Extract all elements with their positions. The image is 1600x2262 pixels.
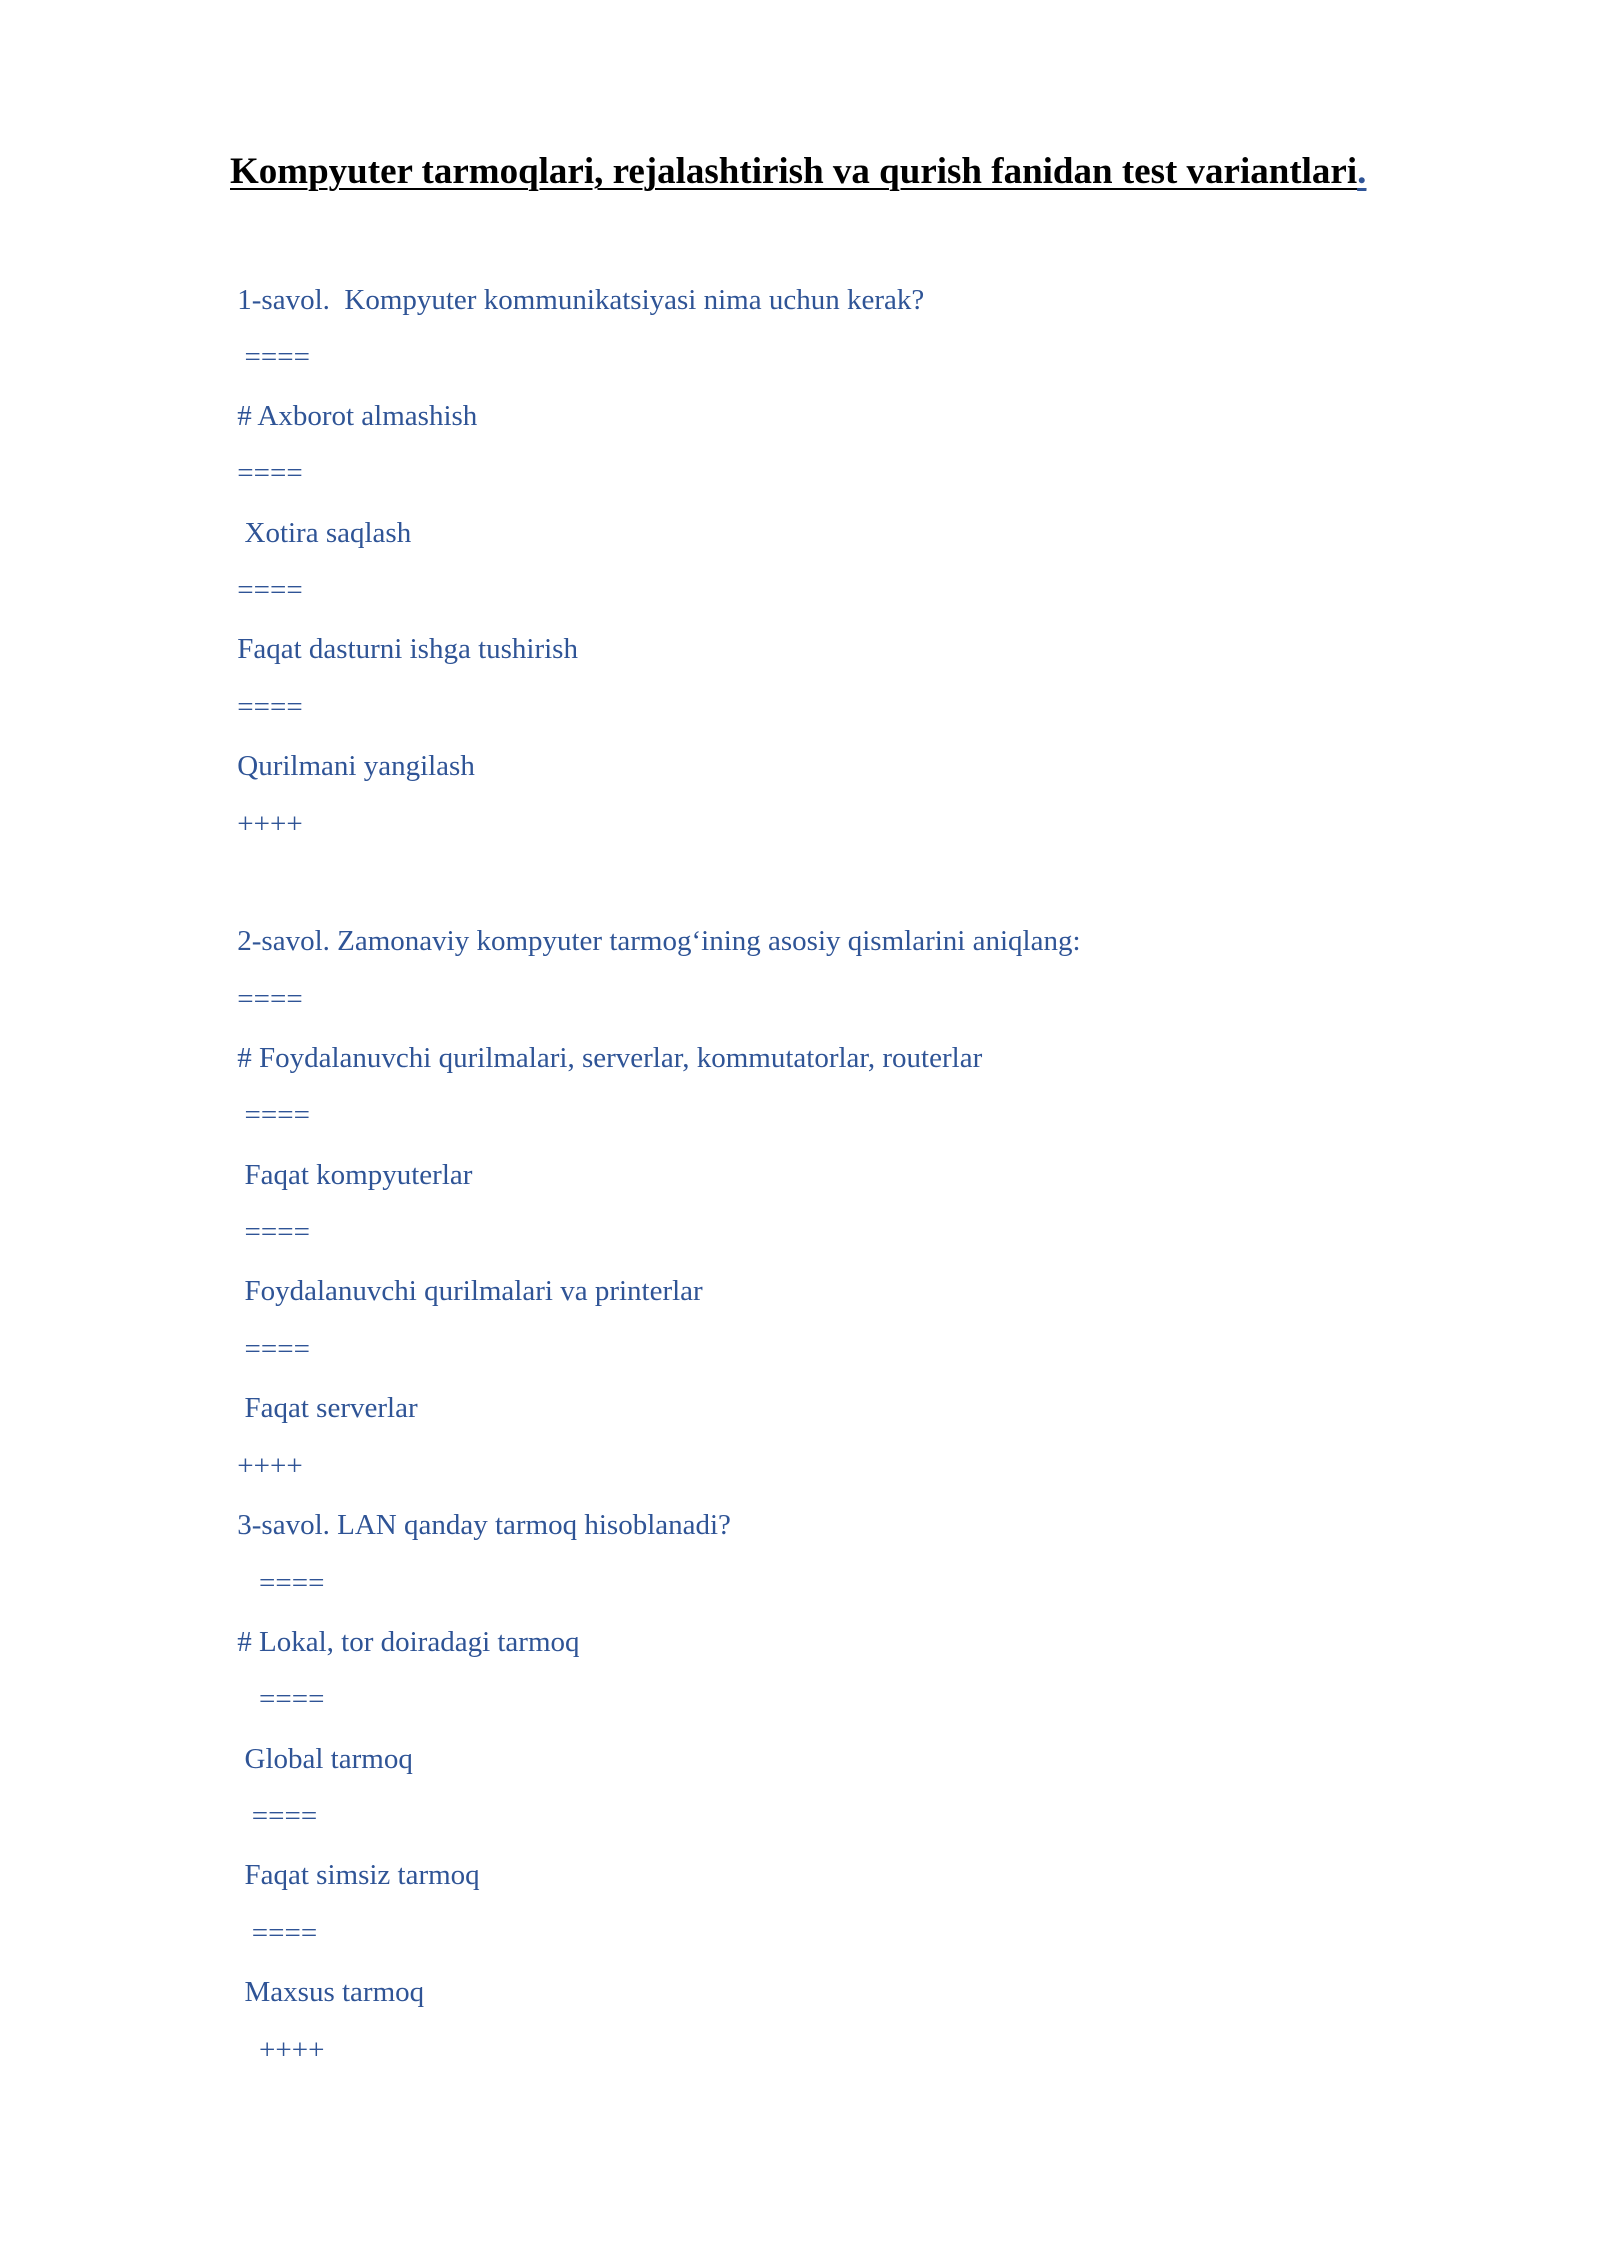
separator: ==== (230, 1917, 318, 1949)
document-title-text: Kompyuter tarmoqlari, rejalashtirish va qurish fanidan test variantlari (230, 151, 1358, 192)
separator: ==== (230, 1800, 318, 1832)
answer-option: Xotira saqlash (230, 517, 412, 549)
separator: ==== (230, 574, 303, 606)
separator: ==== (230, 691, 303, 723)
question-1-text: 1-savol. Kompyuter kommunikatsiyasi nima uchun kerak? (230, 284, 925, 316)
separator: ==== (230, 457, 303, 489)
answer-option: Maxsus tarmoq (230, 1976, 425, 2008)
answer-option: Faqat simsiz tarmoq (230, 1859, 480, 1891)
correct-answer: # Foydalanuvchi qurilmalari, serverlar, kommutatorlar, routerlar (230, 1042, 983, 1074)
separator: ==== (230, 1683, 325, 1715)
answer-option: Faqat dasturni ishga tushirish (230, 633, 578, 665)
document-title-end: . (1357, 151, 1367, 192)
correct-answer: # Lokal, tor doiradagi tarmoq (230, 1626, 580, 1658)
separator: ==== (230, 1216, 310, 1248)
separator: ==== (230, 341, 310, 373)
question-end-marker: ++++ (230, 808, 303, 840)
correct-answer: # Axborot almashish (230, 400, 478, 432)
answer-option: Qurilmani yangilash (230, 750, 475, 782)
answer-option: Global tarmoq (230, 1743, 413, 1775)
question-3-text: 3-savol. LAN qanday tarmoq hisoblanadi? (230, 1509, 731, 1541)
answer-option: Faqat kompyuterlar (230, 1159, 473, 1191)
separator: ==== (230, 1099, 310, 1131)
question-end-marker: ++++ (230, 1450, 303, 1482)
separator: ==== (230, 1333, 310, 1365)
document-title (230, 150, 1366, 194)
separator: ==== (230, 1567, 325, 1599)
answer-option: Faqat serverlar (230, 1392, 418, 1424)
separator: ==== (230, 983, 303, 1015)
question-2-text: 2-savol. Zamonaviy kompyuter tarmog‘ining asosiy qismlarini aniqlang: (230, 925, 1081, 957)
question-end-marker: ++++ (230, 2034, 325, 2066)
answer-option: Foydalanuvchi qurilmalari va printerlar (230, 1275, 703, 1307)
